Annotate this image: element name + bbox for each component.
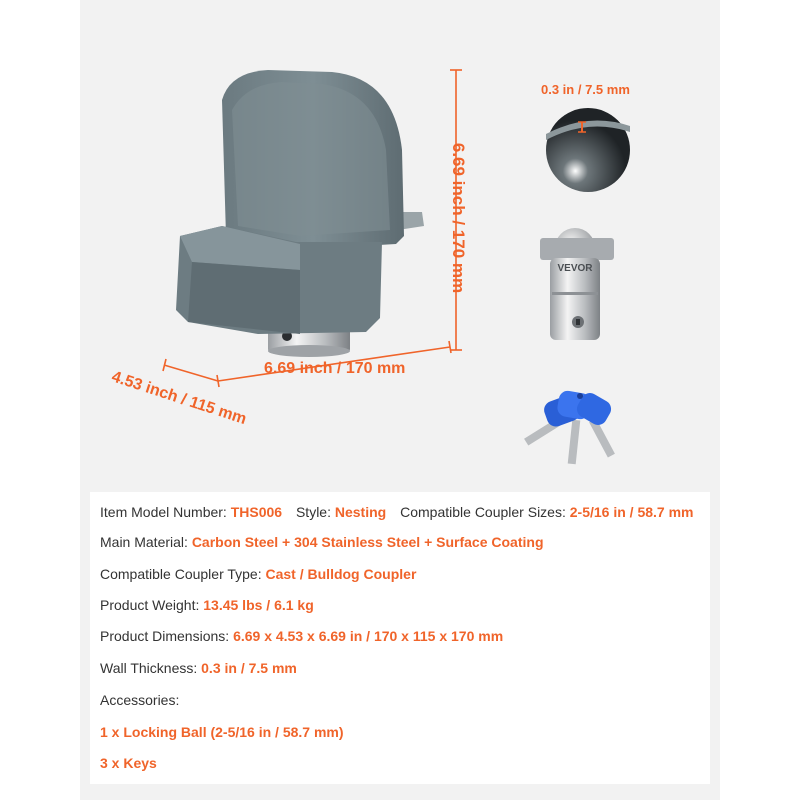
locking-ball-image: [540, 228, 614, 340]
accessory-item: [100, 721, 344, 743]
wall-value: 0.3 in / 7.5 mm: [201, 660, 297, 676]
accessory-locking-ball: 1 x Locking Ball (2-5/16 in / 58.7 mm): [100, 724, 344, 740]
material-value: Carbon Steel + 304 Stainless Steel + Surface Coating: [191, 534, 544, 550]
width-dimension-label: 6.69 inch / 170 mm: [264, 360, 406, 377]
model-label: Item Model Number:: [100, 504, 227, 520]
keys-image: [524, 389, 615, 464]
brand-logo: VEVOR: [557, 263, 593, 274]
spec-row-accessories: [100, 689, 179, 711]
coupler-type-label: Compatible Coupler Type:: [100, 566, 262, 582]
style-value: Nesting: [334, 504, 387, 520]
spec-row-coupler-type: [100, 563, 416, 585]
wall-thickness-label: 0.3 in / 7.5 mm: [541, 82, 630, 97]
style-label: Style:: [295, 504, 331, 520]
spec-row-dimensions: [100, 625, 503, 647]
accessories-label: Accessories:: [100, 692, 180, 708]
material-label: Main Material:: [100, 534, 188, 550]
coupler-type-value: Cast / Bulldog Coupler: [265, 566, 417, 582]
weight-label: Product Weight:: [100, 597, 200, 613]
specification-list: [90, 492, 710, 784]
coupler-size-value: 2-5/16 in / 58.7 mm: [569, 504, 694, 520]
accessory-keys: 3 x Keys: [100, 755, 157, 771]
weight-value: 13.45 lbs / 6.1 kg: [203, 597, 314, 613]
dimensions-label: Product Dimensions:: [100, 628, 230, 644]
coupler-size-label: Compatible Coupler Sizes:: [400, 504, 566, 520]
wall-label: Wall Thickness:: [100, 660, 198, 676]
spec-row-wall: [100, 657, 297, 679]
coupler-lock-main-image: [176, 70, 424, 357]
spec-row-weight: [100, 594, 314, 616]
wall-thickness-zoom: [546, 108, 630, 192]
height-dimension-label: 6.69 inch / 170 mm: [449, 142, 468, 294]
model-value: THS006: [230, 504, 283, 520]
spec-row-material: [100, 531, 544, 553]
depth-dimension-label: 4.53 inch / 115 mm: [109, 368, 249, 429]
spec-row-model: [100, 501, 693, 523]
accessory-item: [100, 752, 157, 774]
dimensions-value: 6.69 x 4.53 x 6.69 in / 170 x 115 x 170 mm: [233, 628, 504, 644]
